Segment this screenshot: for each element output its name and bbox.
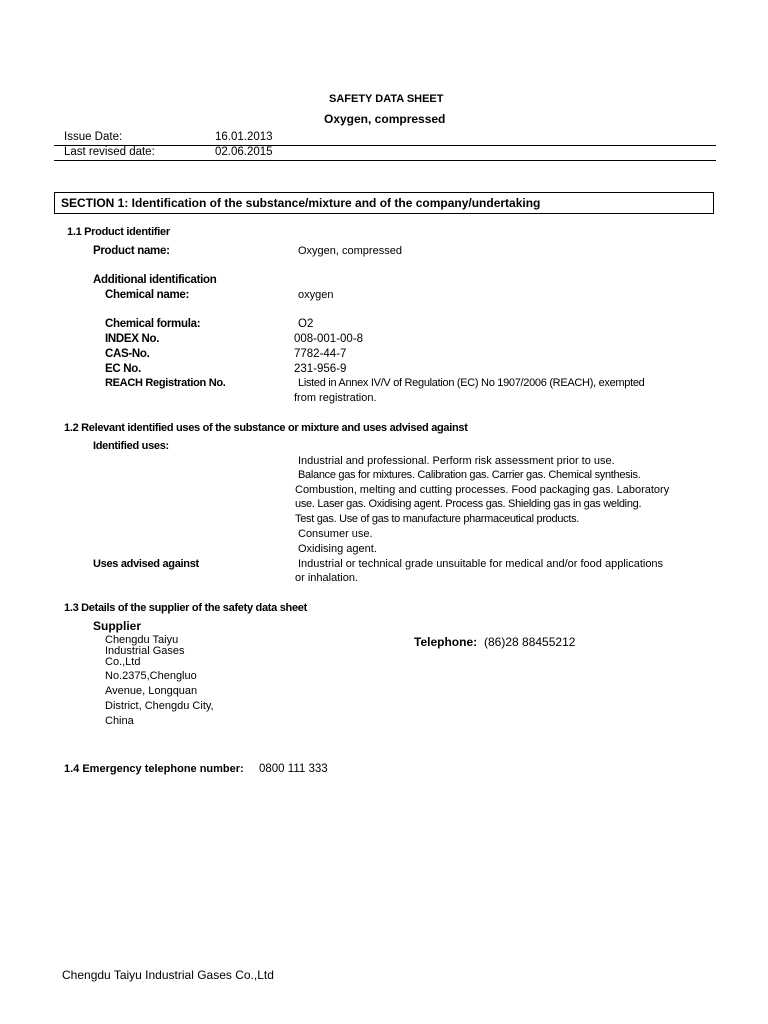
supplier-address-line-3: Co.,Ltd [105, 656, 141, 668]
supplier-address-line-4: No.2375,Chengluo [105, 670, 197, 682]
supplier-address-line-2: Industrial Gases [105, 645, 185, 657]
uses-advised-against-line-1: Industrial or technical grade unsuitable for medical and/or food applications [298, 558, 664, 570]
footer-company-name: Chengdu Taiyu Industrial Gases Co.,Ltd [62, 968, 274, 982]
cas-number-value: 7782-44-7 [294, 348, 347, 360]
document-title: Oxygen, compressed [324, 112, 446, 126]
identified-use-line-5: Test gas. Use of gas to manufacture pharmaceutical products. [295, 513, 580, 525]
supplier-telephone-value: (86)28 88455212 [484, 635, 576, 649]
uses-advised-against-label: Uses advised against [93, 558, 199, 570]
section-1-heading-box [54, 192, 714, 214]
supplier-address-line-6: District, Chengdu City, [105, 700, 214, 712]
revised-date-label: Last revised date: [64, 146, 155, 158]
identified-use-line-2: Balance gas for mixtures. Calibration gas. Carrier gas. Chemical synthesis. [298, 469, 641, 481]
index-number-value: 008-001-00-8 [294, 333, 364, 345]
product-name-value: Oxygen, compressed [298, 245, 402, 257]
supplier-telephone-label: Telephone: [414, 635, 478, 649]
identified-use-line-7: Oxidising agent. [298, 543, 377, 555]
reach-registration-line-1: Listed in Annex IV/V of Regulation (EC) No 1907/2006 (REACH), exempted [298, 377, 645, 389]
document-type: SAFETY DATA SHEET [329, 93, 444, 105]
identified-use-line-3: Combustion, melting and cutting processes. Food packaging gas. Laboratory [295, 484, 670, 496]
reach-registration-label: REACH Registration No. [105, 377, 226, 389]
subsection-1-4-heading: 1.4 Emergency telephone number: [64, 763, 244, 775]
ec-number-value: 231-956-9 [294, 363, 347, 375]
header-bottom-rule [54, 160, 716, 161]
chemical-name-value: oxygen [298, 289, 334, 301]
chemical-formula-label: Chemical formula: [105, 318, 201, 330]
supplier-label: Supplier [93, 619, 142, 633]
reach-registration-line-2: from registration. [294, 392, 377, 404]
identified-use-line-6: Consumer use. [298, 528, 373, 540]
revised-date-value: 02.06.2015 [215, 146, 273, 158]
index-number-label: INDEX No. [105, 333, 160, 345]
ec-number-label: EC No. [105, 363, 141, 375]
subsection-1-2-heading: 1.2 Relevant identified uses of the substance or mixture and uses advised against [64, 422, 468, 434]
subsection-1-1-heading: 1.1 Product identifier [67, 226, 170, 238]
cas-number-label: CAS-No. [105, 348, 150, 360]
uses-advised-against-line-2: or inhalation. [295, 572, 358, 584]
product-name-label: Product name: [93, 245, 170, 257]
emergency-telephone-number: 0800 111 333 [259, 763, 328, 775]
issue-date-value: 16.01.2013 [215, 131, 273, 143]
additional-identification-heading: Additional identification [93, 274, 217, 286]
chemical-formula-value: O2 [298, 318, 314, 330]
section-1-title: SECTION 1: Identification of the substance/mixture and of the company/undertaking [61, 196, 541, 210]
issue-date-label: Issue Date: [64, 131, 123, 143]
supplier-address-line-1: Chengdu Taiyu [105, 634, 179, 646]
supplier-address-line-7: China [105, 715, 134, 727]
supplier-address-line-5: Avenue, Longquan [105, 685, 198, 697]
chemical-name-label: Chemical name: [105, 289, 189, 301]
subsection-1-3-heading: 1.3 Details of the supplier of the safety data sheet [64, 602, 307, 614]
identified-use-line-1: Industrial and professional. Perform risk assessment prior to use. [298, 455, 615, 467]
identified-uses-label: Identified uses: [93, 440, 169, 452]
identified-use-line-4: use. Laser gas. Oxidising agent. Process gas. Shielding gas in gas welding. [295, 498, 642, 510]
